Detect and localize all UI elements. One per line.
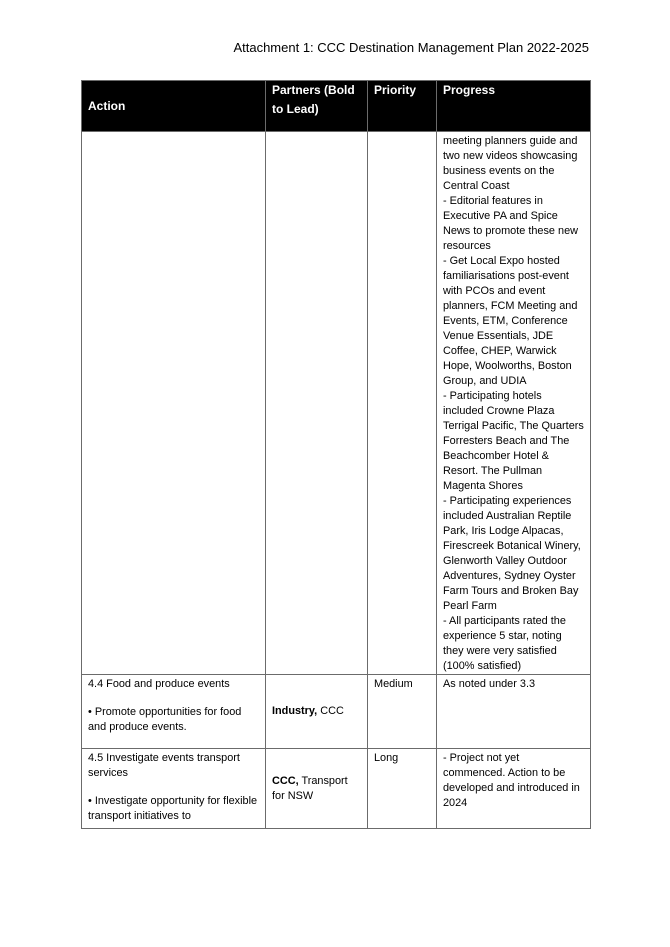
column-header-action: Action	[82, 81, 266, 132]
table-row	[82, 749, 591, 829]
partners-cell	[266, 749, 368, 829]
progress-line: - Get Local Expo hosted familiarisations post-event with PCOs and event planners, FCM Meeting and Events, ETM, Conference Venue Essentials, JDE Coffee, CHEP, Warwick Hope, Woolworths, Boston Group, and UDIA	[443, 255, 578, 387]
priority-cell: Medium	[368, 675, 437, 749]
action-plan-table	[81, 80, 591, 829]
progress-line: meeting planners guide and two new videos showcasing business events on the Central Coast	[443, 135, 578, 192]
progress-cell	[437, 132, 591, 675]
lead-partner: Industry,	[272, 705, 318, 717]
progress-line: - Participating experiences included Australian Reptile Park, Iris Lodge Alpacas, Firescreek Botanical Winery, Glenworth Valley Outdoor Adventures, Sydney Oyster Farm Tours and Broken Bay Pearl Farm	[443, 495, 581, 612]
action-bullet: • Investigate opportunity for flexible transport initiatives to	[88, 795, 258, 822]
progress-cell: As noted under 3.3	[437, 675, 591, 749]
partners-cell	[266, 132, 368, 675]
action-cell	[82, 132, 266, 675]
partners-cell	[266, 675, 368, 749]
action-cell	[82, 749, 266, 829]
priority-cell	[368, 132, 437, 675]
other-partners: CCC	[317, 705, 344, 717]
priority-cell: Long	[368, 749, 437, 829]
column-header-progress: Progress	[437, 81, 591, 132]
column-header-priority: Priority	[368, 81, 437, 132]
progress-line: - Editorial features in Executive PA and Spice News to promote these new resources	[443, 195, 578, 252]
other-partners: Transport for NSW	[272, 774, 348, 802]
action-cell	[82, 675, 266, 749]
table-row	[82, 675, 591, 749]
action-title: 4.4 Food and produce events	[88, 678, 230, 690]
progress-line: - All participants rated the experience 5 star, noting they were very satisfied (100% satisfied)	[443, 615, 566, 672]
progress-line: - Participating hotels included Crowne Plaza Terrigal Pacific, The Quarters Forresters Beach and The Beachcomber Hotel & Resort. The Pullman Magenta Shores	[443, 390, 584, 492]
page-header-title: Attachment 1: CCC Destination Management Plan 2022-2025	[233, 40, 589, 55]
lead-partner: CCC,	[272, 774, 299, 787]
table-row	[82, 132, 591, 675]
progress-cell: - Project not yet commenced. Action to be developed and introduced in 2024	[437, 749, 591, 829]
column-header-partners: Partners (Bold to Lead)	[266, 81, 368, 132]
action-bullet: • Promote opportunities for food and produce events.	[88, 706, 242, 733]
action-title: 4.5 Investigate events transport services	[88, 752, 240, 779]
table-header-row	[82, 81, 591, 132]
